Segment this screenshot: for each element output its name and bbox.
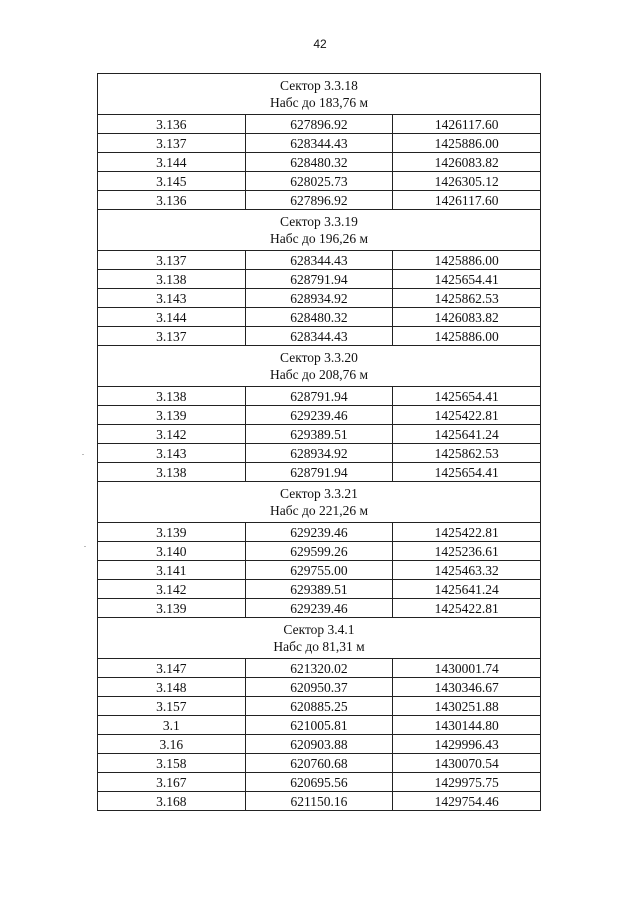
point-number-cell: 3.148	[98, 678, 246, 697]
point-number-cell: 3.158	[98, 754, 246, 773]
x-coordinate-cell: 628480.32	[245, 153, 393, 172]
point-number-cell: 3.136	[98, 115, 246, 134]
point-number-cell: 3.137	[98, 134, 246, 153]
point-number-cell: 3.138	[98, 387, 246, 406]
sector-header-cell	[98, 74, 541, 115]
table-row	[98, 191, 541, 210]
table-row	[98, 754, 541, 773]
table-row	[98, 425, 541, 444]
y-coordinate-cell: 1425422.81	[393, 406, 541, 425]
y-coordinate-cell: 1425463.32	[393, 561, 541, 580]
table-row	[98, 289, 541, 308]
sector-header-row	[98, 482, 541, 523]
sector-header-cell	[98, 482, 541, 523]
point-number-cell: 3.143	[98, 444, 246, 463]
table-row	[98, 406, 541, 425]
sector-header-cell	[98, 346, 541, 387]
y-coordinate-cell: 1430144.80	[393, 716, 541, 735]
point-number-cell: 3.157	[98, 697, 246, 716]
table-row	[98, 270, 541, 289]
y-coordinate-cell: 1425886.00	[393, 327, 541, 346]
point-number-cell: 3.142	[98, 425, 246, 444]
x-coordinate-cell: 629239.46	[245, 406, 393, 425]
point-number-cell: 3.142	[98, 580, 246, 599]
sector-header-row	[98, 74, 541, 115]
x-coordinate-cell: 620885.25	[245, 697, 393, 716]
point-number-cell: 3.139	[98, 599, 246, 618]
sector-title: Сектор 3.4.1	[283, 622, 355, 637]
point-number-cell: 3.168	[98, 792, 246, 811]
y-coordinate-cell: 1430070.54	[393, 754, 541, 773]
x-coordinate-cell: 628791.94	[245, 463, 393, 482]
sector-title: Сектор 3.3.20	[280, 350, 358, 365]
table-row	[98, 659, 541, 678]
x-coordinate-cell: 629389.51	[245, 425, 393, 444]
x-coordinate-cell: 627896.92	[245, 191, 393, 210]
point-number-cell: 3.141	[98, 561, 246, 580]
sector-title: Сектор 3.3.18	[280, 78, 358, 93]
x-coordinate-cell: 620695.56	[245, 773, 393, 792]
sector-height-limit: Набс до 208,76 м	[269, 367, 368, 382]
y-coordinate-cell: 1425886.00	[393, 134, 541, 153]
table-row	[98, 716, 541, 735]
sector-height-limit: Набс до 183,76 м	[269, 95, 368, 110]
y-coordinate-cell: 1425422.81	[393, 599, 541, 618]
table-row	[98, 134, 541, 153]
x-coordinate-cell: 627896.92	[245, 115, 393, 134]
table-row	[98, 308, 541, 327]
y-coordinate-cell: 1425886.00	[393, 251, 541, 270]
x-coordinate-cell: 629599.26	[245, 542, 393, 561]
table-row	[98, 153, 541, 172]
table-row	[98, 387, 541, 406]
point-number-cell: 3.139	[98, 406, 246, 425]
x-coordinate-cell: 628934.92	[245, 289, 393, 308]
sector-header-row	[98, 618, 541, 659]
x-coordinate-cell: 621005.81	[245, 716, 393, 735]
x-coordinate-cell: 621320.02	[245, 659, 393, 678]
x-coordinate-cell: 628344.43	[245, 327, 393, 346]
y-coordinate-cell: 1425641.24	[393, 580, 541, 599]
sector-height-limit: Набс до 196,26 м	[269, 231, 368, 246]
y-coordinate-cell: 1425654.41	[393, 270, 541, 289]
table-row	[98, 115, 541, 134]
x-coordinate-cell: 629239.46	[245, 599, 393, 618]
point-number-cell: 3.137	[98, 251, 246, 270]
table-row	[98, 561, 541, 580]
y-coordinate-cell: 1430001.74	[393, 659, 541, 678]
point-number-cell: 3.137	[98, 327, 246, 346]
y-coordinate-cell: 1425641.24	[393, 425, 541, 444]
sector-height-limit: Набс до 221,26 м	[269, 503, 368, 518]
sector-title: Сектор 3.3.21	[280, 486, 358, 501]
x-coordinate-cell: 628025.73	[245, 172, 393, 191]
point-number-cell: 3.143	[98, 289, 246, 308]
point-number-cell: 3.138	[98, 463, 246, 482]
point-number-cell: 3.136	[98, 191, 246, 210]
y-coordinate-cell: 1429996.43	[393, 735, 541, 754]
point-number-cell: 3.144	[98, 153, 246, 172]
x-coordinate-cell: 620950.37	[245, 678, 393, 697]
y-coordinate-cell: 1426117.60	[393, 115, 541, 134]
y-coordinate-cell: 1426083.82	[393, 153, 541, 172]
sector-header-cell	[98, 618, 541, 659]
y-coordinate-cell: 1426117.60	[393, 191, 541, 210]
page-number: 42	[313, 37, 327, 51]
sector-header-row	[98, 346, 541, 387]
x-coordinate-cell: 628791.94	[245, 387, 393, 406]
scan-speck	[82, 454, 84, 455]
table-row	[98, 735, 541, 754]
y-coordinate-cell: 1425654.41	[393, 387, 541, 406]
point-number-cell: 3.16	[98, 735, 246, 754]
table-row	[98, 792, 541, 811]
point-number-cell: 3.138	[98, 270, 246, 289]
table-row	[98, 678, 541, 697]
x-coordinate-cell: 628344.43	[245, 251, 393, 270]
y-coordinate-cell: 1425862.53	[393, 289, 541, 308]
y-coordinate-cell: 1430346.67	[393, 678, 541, 697]
coordinates-table-body	[98, 74, 541, 811]
x-coordinate-cell: 621150.16	[245, 792, 393, 811]
point-number-cell: 3.167	[98, 773, 246, 792]
y-coordinate-cell: 1425236.61	[393, 542, 541, 561]
table-row	[98, 172, 541, 191]
table-row	[98, 697, 541, 716]
y-coordinate-cell: 1429975.75	[393, 773, 541, 792]
x-coordinate-cell: 629239.46	[245, 523, 393, 542]
sector-header-cell	[98, 210, 541, 251]
y-coordinate-cell: 1429754.46	[393, 792, 541, 811]
x-coordinate-cell: 628344.43	[245, 134, 393, 153]
y-coordinate-cell: 1425422.81	[393, 523, 541, 542]
y-coordinate-cell: 1426305.12	[393, 172, 541, 191]
table-row	[98, 773, 541, 792]
y-coordinate-cell: 1425862.53	[393, 444, 541, 463]
scan-speck	[84, 546, 86, 547]
coordinates-table	[97, 73, 541, 811]
y-coordinate-cell: 1425654.41	[393, 463, 541, 482]
point-number-cell: 3.145	[98, 172, 246, 191]
sector-height-limit: Набс до 81,31 м	[273, 639, 365, 654]
sector-header-row	[98, 210, 541, 251]
table-row	[98, 327, 541, 346]
x-coordinate-cell: 628934.92	[245, 444, 393, 463]
y-coordinate-cell: 1426083.82	[393, 308, 541, 327]
table-row	[98, 463, 541, 482]
table-row	[98, 444, 541, 463]
table-row	[98, 599, 541, 618]
table-row	[98, 542, 541, 561]
y-coordinate-cell: 1430251.88	[393, 697, 541, 716]
x-coordinate-cell: 629755.00	[245, 561, 393, 580]
x-coordinate-cell: 620760.68	[245, 754, 393, 773]
x-coordinate-cell: 628480.32	[245, 308, 393, 327]
x-coordinate-cell: 620903.88	[245, 735, 393, 754]
table-row	[98, 580, 541, 599]
x-coordinate-cell: 629389.51	[245, 580, 393, 599]
point-number-cell: 3.140	[98, 542, 246, 561]
point-number-cell: 3.144	[98, 308, 246, 327]
table-row	[98, 251, 541, 270]
x-coordinate-cell: 628791.94	[245, 270, 393, 289]
sector-title: Сектор 3.3.19	[280, 214, 358, 229]
point-number-cell: 3.147	[98, 659, 246, 678]
point-number-cell: 3.1	[98, 716, 246, 735]
point-number-cell: 3.139	[98, 523, 246, 542]
table-row	[98, 523, 541, 542]
